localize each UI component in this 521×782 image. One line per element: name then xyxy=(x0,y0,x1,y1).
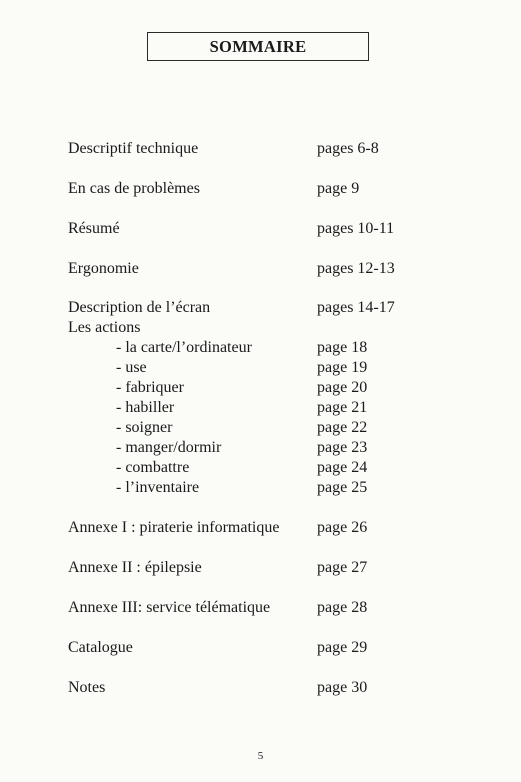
toc-entry xyxy=(0,558,521,578)
toc-subentry xyxy=(0,338,521,358)
toc-entry xyxy=(0,518,521,538)
toc-entry-label: - combattre xyxy=(116,459,190,476)
page-title: SOMMAIRE xyxy=(209,36,307,56)
toc-entry-label: Notes xyxy=(68,679,106,696)
toc-subentry xyxy=(0,378,521,398)
toc-entry-page: page 19 xyxy=(317,359,368,376)
toc-entry-page: page 23 xyxy=(317,439,368,456)
toc-entry-page: page 30 xyxy=(317,679,368,696)
toc-entry-page: pages 10-11 xyxy=(317,220,395,237)
toc-entry xyxy=(0,678,521,698)
toc-entry xyxy=(0,219,521,239)
toc-entry-label: Les actions xyxy=(68,319,141,336)
toc-section-heading xyxy=(0,318,521,338)
toc-entry-page: page 27 xyxy=(317,559,368,576)
toc-entry-page: page 21 xyxy=(317,399,368,416)
toc-entry-label: - fabriquer xyxy=(116,379,184,396)
toc-entry-page: page 28 xyxy=(317,599,368,616)
toc-entry-label: Catalogue xyxy=(68,639,133,656)
toc-entry-label: - l’inventaire xyxy=(116,479,200,496)
toc-entry-label: Annexe II : épilepsie xyxy=(68,559,202,576)
toc-entry-page: page 9 xyxy=(317,180,360,197)
toc-entry-label: - habiller xyxy=(116,399,175,416)
toc-entry-label: - la carte/l’ordinateur xyxy=(116,339,252,356)
toc-entry-page: page 20 xyxy=(317,379,368,396)
toc-entry-label: Descriptif technique xyxy=(68,140,199,157)
toc-entry-page: page 24 xyxy=(317,459,368,476)
toc-entry xyxy=(0,598,521,618)
toc-subentry xyxy=(0,418,521,438)
toc-entry-label: - manger/dormir xyxy=(116,439,222,456)
toc-entry-page: page 29 xyxy=(317,639,368,656)
toc-entry-page: page 22 xyxy=(317,419,368,436)
toc-entry-label: Description de l’écran xyxy=(68,299,211,316)
toc-entry-label: Annexe I : piraterie informatique xyxy=(68,519,280,536)
toc-subentry xyxy=(0,358,521,378)
toc-entry-page: page 26 xyxy=(317,519,368,536)
toc-entry xyxy=(0,179,521,199)
toc-entry-page: pages 6-8 xyxy=(317,140,379,157)
toc-subentry xyxy=(0,478,521,498)
toc-entry-label: - use xyxy=(116,359,147,376)
toc-entry-label: - soigner xyxy=(116,419,173,436)
toc-entry-page: pages 14-17 xyxy=(317,299,395,316)
toc-entry-label: Ergonomie xyxy=(68,260,139,277)
toc-entry xyxy=(0,298,521,318)
toc-entry-page: page 25 xyxy=(317,479,368,496)
toc-entry xyxy=(0,638,521,658)
toc-entry-page: page 18 xyxy=(317,339,368,356)
toc-subentry xyxy=(0,438,521,458)
toc-entry xyxy=(0,259,521,279)
toc-subentry xyxy=(0,458,521,478)
toc-subentry xyxy=(0,398,521,418)
toc-entry-label: Résumé xyxy=(68,220,120,237)
toc-entry-page: pages 12-13 xyxy=(317,260,395,277)
page-number: 5 xyxy=(257,750,264,762)
toc-entry-label: En cas de problèmes xyxy=(68,180,200,197)
toc-entry-label: Annexe III: service télématique xyxy=(68,599,271,616)
toc-entry xyxy=(0,139,521,159)
